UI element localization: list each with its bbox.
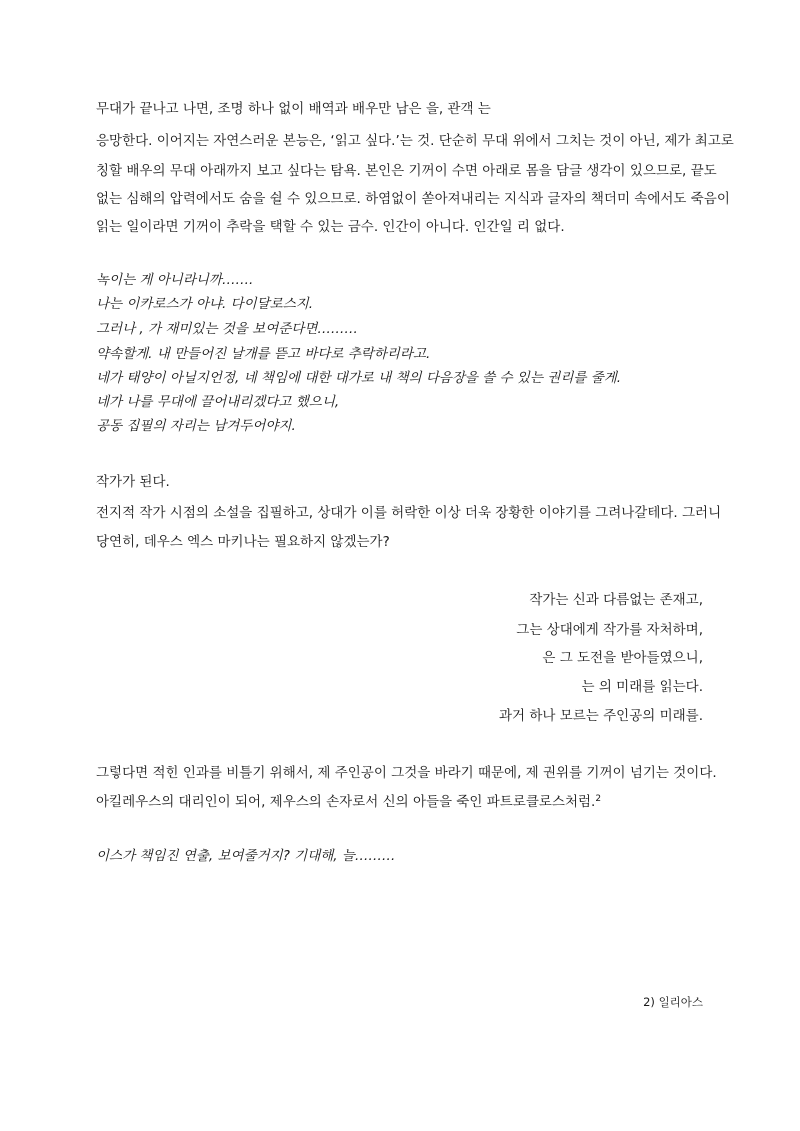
right-aligned-line: 은 그 도전을 받아들였으니, <box>542 650 703 666</box>
footnote-text: 일리아스 <box>658 995 703 1009</box>
paragraph1-line: 무대가 끝나고 나면, 조명 하나 없이 배역과 배우만 남은 을, 관객 는 <box>96 101 491 117</box>
paragraph3-text: 아킬레우스의 대리인이 되어, 제우스의 손자로서 신의 아들을 죽인 파트로클로스처럼. <box>96 794 596 810</box>
paragraph1-line: 읽는 일이라면 기꺼이 추락을 택할 수 있는 금수. 인간이 아니다. 인간일 리 없다. <box>96 219 565 235</box>
paragraph1-line: 없는 심해의 압력에서도 숨을 쉴 수 있으므로. 하염없이 쏟아져내리는 지식과 글자의 책더미 속에서도 죽음이 <box>96 191 730 207</box>
paragraph3-line <box>96 792 601 812</box>
right-aligned-line: 그는 상대에게 작가를 자처하며, <box>516 622 703 638</box>
paragraph2-line: 당연히, 데우스 엑스 마키나는 필요하지 않겠는가? <box>96 534 390 550</box>
italic-line: 공동 집필의 자리는 남겨두어야지. <box>96 418 296 434</box>
italic-line: 녹이는 게 아니라니까……. <box>96 272 254 288</box>
italic-line: 네가 태양이 아닐지언정, 네 책임에 대한 대가로 내 책의 다음장을 쓸 수 있는 권리를 줄게. <box>96 370 622 386</box>
italic-line: 나는 이카로스가 아냐. 다이달로스지. <box>96 296 314 312</box>
paragraph1-line: 응망한다. 이어지는 자연스러운 본능은, ‘읽고 싶다.’는 것. 단순히 무대 위에서 그치는 것이 아닌, 제가 최고로 <box>96 133 734 149</box>
italic-line: 그러나 , 가 재미있는 것을 보여준다면……… <box>96 321 358 337</box>
italic-line: 약속할게. 내 만들어진 날개를 뜯고 바다로 추락하리라고. <box>96 346 431 362</box>
paragraph2-line: 전지적 작가 시점의 소설을 집필하고, 상대가 이를 허락한 이상 더욱 장황한 이야기를 그려나갈테다. 그러니 <box>96 505 722 521</box>
paragraph1-line: 칭할 배우의 무대 아래까지 보고 싶다는 탐욕. 본인은 기꺼이 수면 아래로 몸을 담글 생각이 있으므로, 끝도 <box>96 163 717 179</box>
right-aligned-line: 는 의 미래를 읽는다. <box>581 679 703 695</box>
italic-line: 네가 나를 무대에 끌어내리겠다고 했으니, <box>96 394 340 410</box>
footnote <box>643 992 703 1012</box>
right-aligned-line: 작가는 신과 다름없는 존재고, <box>529 592 703 608</box>
footnote-reference[interactable]: 2 <box>595 794 602 804</box>
closing-italic-line: 이스가 책임진 연출, 보여줄거지? 기대해, 늘……… <box>96 848 396 864</box>
paragraph3-line: 그렇다면 적힌 인과를 비틀기 위해서, 제 주인공이 그것을 바라기 때문에, 제 권위를 기꺼이 넘기는 것이다. <box>96 765 717 781</box>
paragraph2-line: 작가가 된다. <box>96 474 170 490</box>
footnote-marker: 2) <box>643 995 655 1009</box>
right-aligned-line: 과거 하나 모르는 주인공의 미래를. <box>498 708 703 724</box>
